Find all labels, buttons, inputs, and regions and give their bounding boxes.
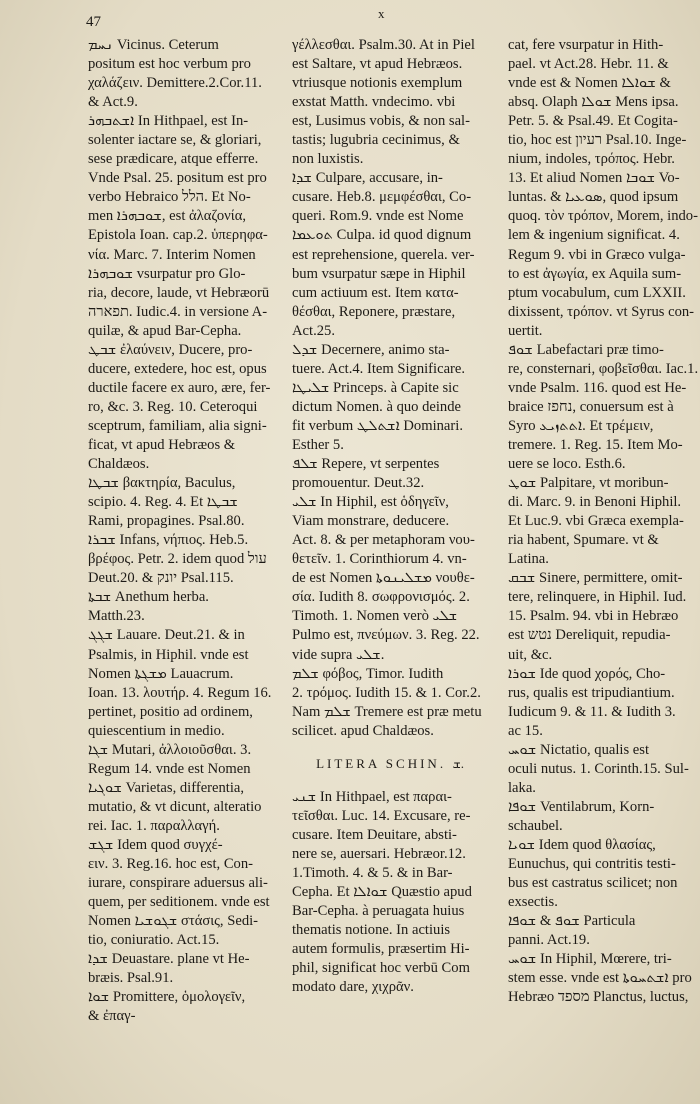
- text-line: ܫܘܦ Labefactari præ timo-: [508, 341, 664, 358]
- text-line: Latina.: [508, 551, 549, 568]
- text-line: Iudicum 9. & 11. & Iudith 3.: [508, 703, 676, 720]
- text-line: stem esse. vnde est ܐܫܬܚܘܬܐ pro: [508, 970, 692, 987]
- text-line: cusare. Heb.8. μεμφέσθαι, Co-: [292, 189, 472, 206]
- text-line: ria habent, Spumare. vt &: [508, 532, 659, 549]
- text-line: scilicet. apud Chaldæos.: [292, 722, 434, 739]
- text-line: ܢܚܡ Vicinus. Ceterum: [88, 37, 219, 53]
- text-line: dictum Nomen. à quo deinde: [292, 398, 462, 415]
- text-line: sese prædicare, atque efferre.: [88, 151, 259, 168]
- text-line: tio, coniuratio. Act.15.: [88, 932, 220, 949]
- text-line: ac 15.: [508, 722, 543, 739]
- text-line: ܫܘܚ Nictatio, qualis est: [508, 741, 650, 758]
- text-line: Petr. 5. & Psal.49. Et Cogita-: [508, 113, 678, 130]
- text-line: laka.: [508, 779, 536, 796]
- blank-line: [292, 779, 488, 788]
- text-line: vide supra ܫܠܝ.: [292, 646, 385, 663]
- text-line: ειν. 3. Reg.16. hoc est, Con-: [88, 856, 254, 873]
- text-line: ܫܘܓܝܐ Varietas, differentia,: [88, 779, 245, 796]
- text-line: χαλάζειν. Demittere.2.Cor.11.: [88, 75, 262, 92]
- text-line: exstat Matth. vndecimo. vbi: [292, 94, 456, 111]
- text-line: תפארה. Iudic.4. in versione A-: [88, 303, 268, 320]
- text-line: Ioan. 13. λουτήρ. 4. Regum 16.: [88, 684, 272, 701]
- text-line: 13. Et aliud Nomen ܫܘܒܐ Vo-: [508, 170, 680, 187]
- text-line: mutatio, & vt dicunt, alteratio: [88, 798, 262, 815]
- text-line: ficat, vt apud Hebræos &: [88, 436, 236, 453]
- text-line: ductile facere ex auro, ære, fer-: [88, 379, 271, 396]
- text-line: Epistola Ioan. cap.2. ὑπερηφα-: [88, 227, 268, 244]
- text-line: Cepha. Et ܫܘܐܠܐ Quæstio apud: [292, 884, 472, 901]
- text-line: quoq. τὸν τρόπον, Morem, indo-: [508, 208, 698, 225]
- text-line: 2. τρόμος. Iudith 15. & 1. Cor.2.: [292, 684, 481, 701]
- text-line: absq. Olaph ܫܘܠܐ Mens ipsa.: [508, 94, 679, 111]
- text-line: vnde est & Nomen ܫܘܐܠܐ &: [508, 75, 671, 92]
- text-line: cat, fere vsurpatur in Hith-: [508, 37, 664, 53]
- text-line: ܫܒܬܐ Anethum herba.: [88, 589, 209, 606]
- text-line: Regum 14. vnde est Nomen: [88, 760, 251, 777]
- text-line: rei. Iac. 1. παραλλαγή.: [88, 817, 220, 834]
- text-line: tastis; lugubria cecinimus, &: [292, 132, 460, 149]
- text-line: Deut.20. & יונק Psal.115.: [88, 570, 234, 587]
- text-line: Regum 9. vbi in Græco vulga-: [508, 246, 686, 263]
- text-line: fit verbum ܐܫܬܠܛ Dominari.: [292, 417, 463, 434]
- text-line: quem, per seditionem. vnde est: [88, 894, 270, 911]
- text-line: γέλλεσθαι. Psalm.30. At in Piel: [292, 37, 475, 53]
- column-right: [508, 36, 699, 1007]
- text-line: Nomen ܫܓܘܫܝܐ στάσις, Sedi-: [88, 913, 259, 930]
- text-line: ܫܓܓ Lauare. Deut.21. & in: [88, 627, 245, 644]
- text-line: ܫܒܛ ἐλαύνειν, Ducere, pro-: [88, 341, 253, 358]
- text-line: ܫܒܩ Sinere, permittere, omit-: [508, 570, 683, 587]
- text-line: iurare, conspirare aduersus ali-: [88, 875, 268, 892]
- text-line: vnde Psalm. 116. quod est He-: [508, 379, 687, 396]
- text-line: Eunuchus, qui contritis testi-: [508, 856, 676, 873]
- text-line: modato dare, χιχρᾶν.: [292, 979, 414, 996]
- text-line: Nomen ܡܫܓܬܐ Lauacrum.: [88, 665, 234, 682]
- running-head: x: [378, 6, 385, 21]
- text-line: uere se loco. Esth.6.: [508, 456, 626, 473]
- text-line: est reprehensione, querela. ver-: [292, 246, 475, 263]
- text-line: ܫܢܝ In Hithpael, est παραι-: [292, 788, 452, 805]
- text-line: Hebræo מספד Planctus, luctus,: [508, 989, 689, 1006]
- text-line: ܫܘܚ In Hiphil, Mœrere, tri-: [508, 951, 672, 968]
- text-line: rus, qualis est tripudiantium.: [508, 684, 675, 701]
- text-line: Et Luc.9. vbi Græca exempla-: [508, 513, 684, 530]
- text-line: ܫܘܝܐ Idem quod θλασίας,: [508, 836, 656, 853]
- text-line: thematis notione. In actiuis: [292, 922, 451, 939]
- text-line: bum vsurpatur sæpe in Hiphil: [292, 265, 466, 282]
- column-left: [88, 36, 276, 1026]
- text-line: nium, indoles, τρόπος. Hebr.: [508, 151, 675, 168]
- text-line: Esther 5.: [292, 436, 344, 453]
- text-line: θετεῖν. 1. Corinthiorum 4. vn-: [292, 551, 467, 568]
- text-line: solenter iactare se, & gloriari,: [88, 132, 262, 149]
- text-line: ܫܠܝ In Hiphil, est ὁδηγεῖν,: [292, 494, 449, 511]
- text-line: men ܫܘܒܗܪܐ, est ἀλαζονία,: [88, 208, 247, 225]
- text-line: luntas. & ܣܘܥܝܐ, quod ipsum: [508, 189, 679, 206]
- text-line: ro, &c. 3. Reg. 10. Ceteroqui: [88, 398, 258, 415]
- page-number: 47: [86, 14, 101, 30]
- text-line: ܫܓܐ Mutari, ἀλλοιοῦσθαι. 3.: [88, 741, 252, 758]
- section-heading: LITERA SCHIN. ܫ.: [316, 755, 464, 771]
- text-line: Nam ܫܠܡ Tremere est præ metu: [292, 703, 482, 720]
- text-line: Matth.23.: [88, 608, 145, 625]
- text-line: ܫܘܐ Promittere, ὁμολογεῖν,: [88, 989, 246, 1006]
- text-line: ܫܘܦ & ܫܘܦܐ Particula: [508, 913, 636, 930]
- text-line: tere, relinquere, in Hiphil. Iud.: [508, 589, 687, 606]
- text-line: quilæ, & apud Bar-Cepha.: [88, 322, 242, 339]
- text-line: oculi nutus. 1. Corinth.15. Sul-: [508, 760, 689, 777]
- text-line: quiescentium in medio.: [88, 722, 225, 739]
- text-line: tuere. Act.4. Item Significare.: [292, 360, 466, 377]
- text-line: braice נחפז, conuersum est à: [508, 398, 674, 415]
- text-line: Psalmis, in Hiphil. vnde est: [88, 646, 249, 663]
- text-line: 15. Psalm. 94. vbi in Hebræo: [508, 608, 679, 625]
- text-line: re, consternari, φοβεῖσθαι. Iac.1.: [508, 360, 699, 377]
- text-line: pael. vt Act.28. Hebr. 11. &: [508, 56, 669, 73]
- text-line: ptum vocabulum, cum LXXII.: [508, 284, 686, 301]
- text-line: ܫܘܪܐ Ide quod χορός, Cho-: [508, 665, 666, 682]
- text-line: ܬܘܥܡܐ Culpa. id quod dignum: [292, 227, 472, 244]
- text-line: σία. Iudith 8. σωφρονισμός. 2.: [292, 589, 470, 606]
- text-line: promouentur. Deut.32.: [292, 475, 425, 492]
- text-line: bus est castratus scilicet; non: [508, 875, 678, 892]
- text-line: pertinet, positio ad ordinem,: [88, 703, 253, 720]
- text-line: ܫܓܫ Idem quod συγχέ-: [88, 836, 223, 853]
- text-line: tio, hoc est רעיון Psal.10. Inge-: [508, 132, 687, 149]
- text-line: cusare. Item Deuitare, absti-: [292, 826, 457, 843]
- text-line: ܫܘܒܗܪܐ vsurpatur pro Glo-: [88, 265, 246, 282]
- text-line: vtriusque notionis exemplum: [292, 75, 463, 92]
- text-line: schaubel.: [508, 817, 563, 834]
- text-line: ria, decore, laude, vt Hebræorū: [88, 284, 270, 301]
- text-line: Syro ܐܬܬܙܝܥ. Et τρέμειν,: [508, 417, 654, 434]
- text-line: uertit.: [508, 322, 543, 339]
- text-line: positum est hoc verbum pro: [88, 56, 251, 73]
- text-line: non luxistis.: [292, 151, 364, 168]
- text-line: ܫܠܦ Repere, vt serpentes: [292, 456, 440, 473]
- text-line: ܫܠܡ φόβος, Timor. Iudith: [292, 665, 444, 682]
- text-line: dixissent, τρόπον. vt Syrus con-: [508, 303, 695, 320]
- text-line: panni. Act.19.: [508, 932, 590, 949]
- text-line: ܫܠܝܛܐ Princeps. à Capite sic: [292, 379, 459, 396]
- text-line: Timoth. 1. Nomen verò ܫܠܝ: [292, 608, 458, 625]
- text-line: ܫܒܪܐ Infans, νήπιος. Heb.5.: [88, 532, 249, 549]
- text-line: Rami, propagines. Psal.80.: [88, 513, 245, 530]
- blank-line: [292, 741, 488, 750]
- text-line: ܫܒܛܐ βακτηρία, Baculus,: [88, 475, 236, 492]
- text-line: autem formulis, præsertim Hi-: [292, 941, 470, 958]
- text-line: tremere. 1. Reg. 15. Item Mo-: [508, 436, 683, 453]
- text-line: uit, &c.: [508, 646, 553, 663]
- text-line: ܐܫܬܒܗܪ In Hithpael, est In-: [88, 113, 249, 130]
- text-line: to est ἀγωγία, ex Aquila sum-: [508, 265, 682, 282]
- text-line: exsectis.: [508, 894, 558, 911]
- text-line: & Act.9.: [88, 94, 138, 111]
- text-line: 1.Timoth. 4. & 5. & in Bar-: [292, 864, 453, 881]
- text-line: Act. 8. & per metaphoram νου-: [292, 532, 475, 549]
- text-line: est, Lusimus vobis, & non sal-: [292, 113, 470, 130]
- text-line: Bar-Cepha. à peruagata huius: [292, 903, 465, 920]
- text-line: Act.25.: [292, 322, 335, 339]
- text-line: verbo Hebraico הלל. Et No-: [88, 189, 251, 206]
- text-line: cum actiuum est. Item κατα-: [292, 284, 459, 301]
- text-line: nere se, auersari. Hebræor.12.: [292, 845, 466, 862]
- text-line: queri. Rom.9. vnde est Nome: [292, 208, 464, 225]
- text-line: νία. Marc. 7. Interim Nomen: [88, 246, 256, 263]
- text-line: ܫܕܐ Culpare, accusare, in-: [292, 170, 443, 187]
- text-line: βρέφος. Petr. 2. idem quod עול: [88, 551, 267, 568]
- text-line: Chaldæos.: [88, 456, 150, 473]
- text-line: lem & ingenium significat. 4.: [508, 227, 680, 244]
- text-line: ܫܘܦܐ Ventilabrum, Korn-: [508, 798, 655, 815]
- text-line: Vnde Psal. 25. positum est pro: [88, 170, 267, 187]
- text-line: bræis. Psal.91.: [88, 970, 174, 987]
- text-line: di. Marc. 9. in Benoni Hiphil.: [508, 494, 682, 511]
- text-line: Viam monstrare, deducere.: [292, 513, 450, 530]
- text-line: de est Nomen ܡܫܠܝܢܘܬܐ νουθε-: [292, 570, 475, 587]
- text-line: est נטש Dereliquit, repudia-: [508, 627, 671, 644]
- column-middle: [292, 36, 488, 997]
- text-line: ܫܕܐ Deuastare. plane vt He-: [88, 951, 250, 968]
- text-line: θέσθαι, Reponere, præstare,: [292, 303, 456, 320]
- text-line: ducere, extedere, hoc est, opus: [88, 360, 267, 377]
- text-line: & ἐπαγ-: [88, 1008, 136, 1025]
- text-line: Pulmo est, πνεύμων. 3. Reg. 22.: [292, 627, 480, 644]
- text-line: scipio. 4. Reg. 4. Et ܫܒܛܐ: [88, 494, 238, 511]
- text-line: sceptrum, familiam, alia signi-: [88, 417, 267, 434]
- text-line: τεῖσθαι. Luc. 14. Excusare, re-: [292, 807, 471, 824]
- text-line: est Saltare, vt apud Hebræos.: [292, 56, 463, 73]
- text-line: phil, significat hoc verbū Com: [292, 960, 470, 977]
- text-line: ܫܘܛ Palpitare, vt moribun-: [508, 475, 669, 492]
- text-line: ܫܕܠ Decernere, animo sta-: [292, 341, 450, 358]
